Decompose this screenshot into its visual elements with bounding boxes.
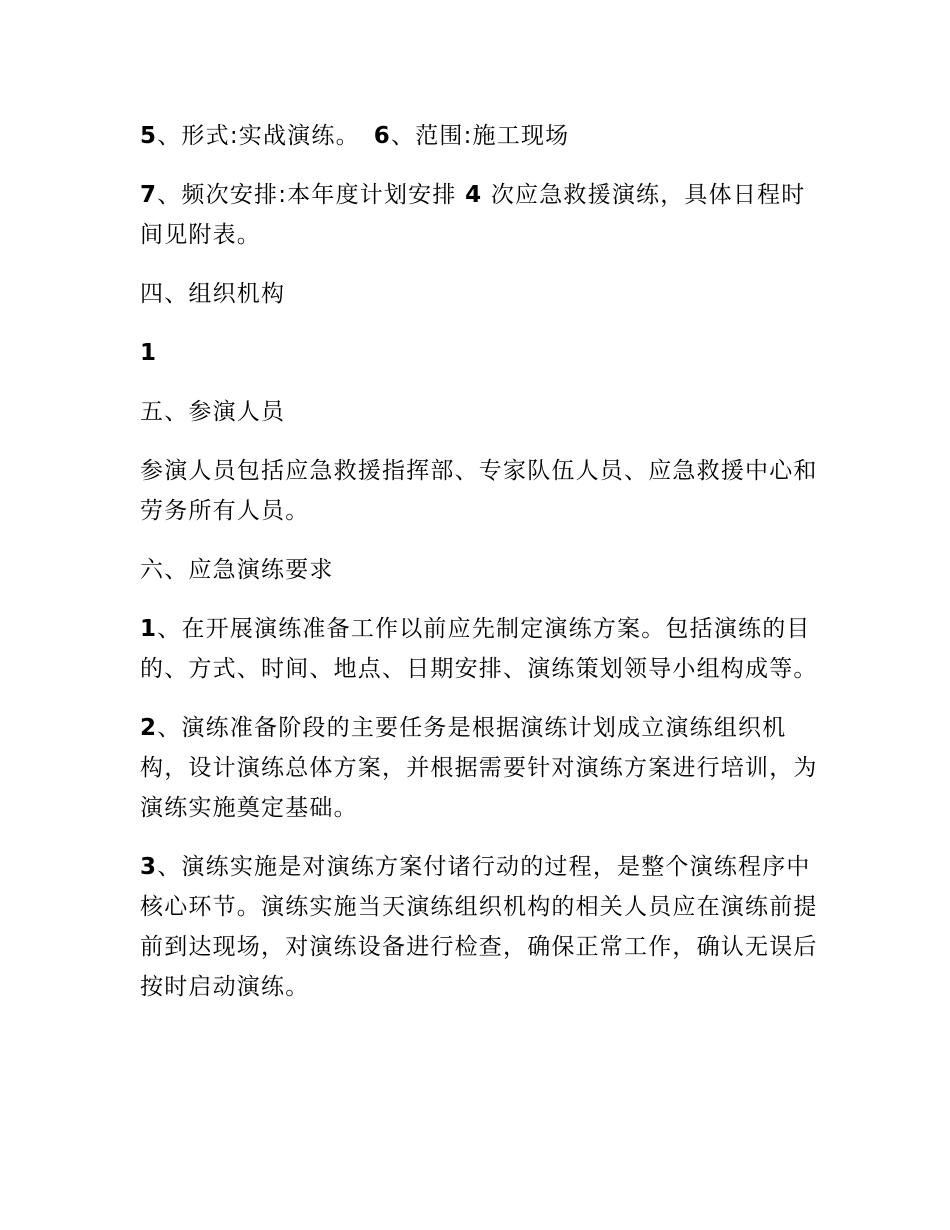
item-number: 5 — [140, 123, 158, 149]
item-number: 1 — [140, 340, 158, 366]
section-heading-requirements: 六、应急演练要求 — [140, 557, 334, 583]
paragraph-number-only — [140, 333, 820, 373]
section-heading-participants: 五、参演人员 — [140, 399, 286, 425]
item-number: 3 — [140, 854, 158, 880]
paragraph-participants: 参演人员包括应急救援指挥部、专家队伍人员、应急救援中心和劳务所有人员。 — [140, 458, 818, 524]
item-number: 7 — [140, 182, 158, 208]
item-number: 1 — [140, 616, 158, 642]
scope-text: 、范围:施工现场 — [391, 123, 570, 149]
frequency-text-b: 次应急救援演练，具体日程时间见附表。 — [140, 182, 806, 248]
paragraph-requirement-3 — [140, 847, 820, 1007]
requirement-text: 、演练准备阶段的主要任务是根据演练计划成立演练组织机构，设计演练总体方案，并根据需要针对演练方案进行培训，为演练实施奠定基础。 — [140, 715, 818, 821]
paragraph-frequency — [140, 175, 820, 255]
section-heading-organization: 四、组织机构 — [140, 281, 286, 307]
document-page — [140, 116, 820, 1026]
frequency-text-a: 、频次安排:本年度计划安排 — [157, 182, 457, 208]
requirement-text: 、演练实施是对演练方案付诸行动的过程，是整个演练程序中核心环节。演练实施当天演练组织机构的相关人员应在演练前提前到达现场，对演练设备进行检查，确保正常工作，确认无误后按时启动演练。 — [140, 854, 818, 1000]
paragraph-requirement-2 — [140, 708, 820, 828]
paragraph-requirement-1 — [140, 609, 820, 689]
paragraph-form-scope — [140, 116, 820, 156]
form-text: 、形式:实战演练。 — [157, 123, 360, 149]
drill-count: 4 — [465, 182, 483, 208]
requirement-text: 、在开展演练准备工作以前应先制定演练方案。包括演练的目的、方式、时间、地点、日期安排、演练策划领导小组构成等。 — [140, 616, 818, 682]
item-number: 2 — [140, 715, 158, 741]
item-number: 6 — [373, 123, 391, 149]
